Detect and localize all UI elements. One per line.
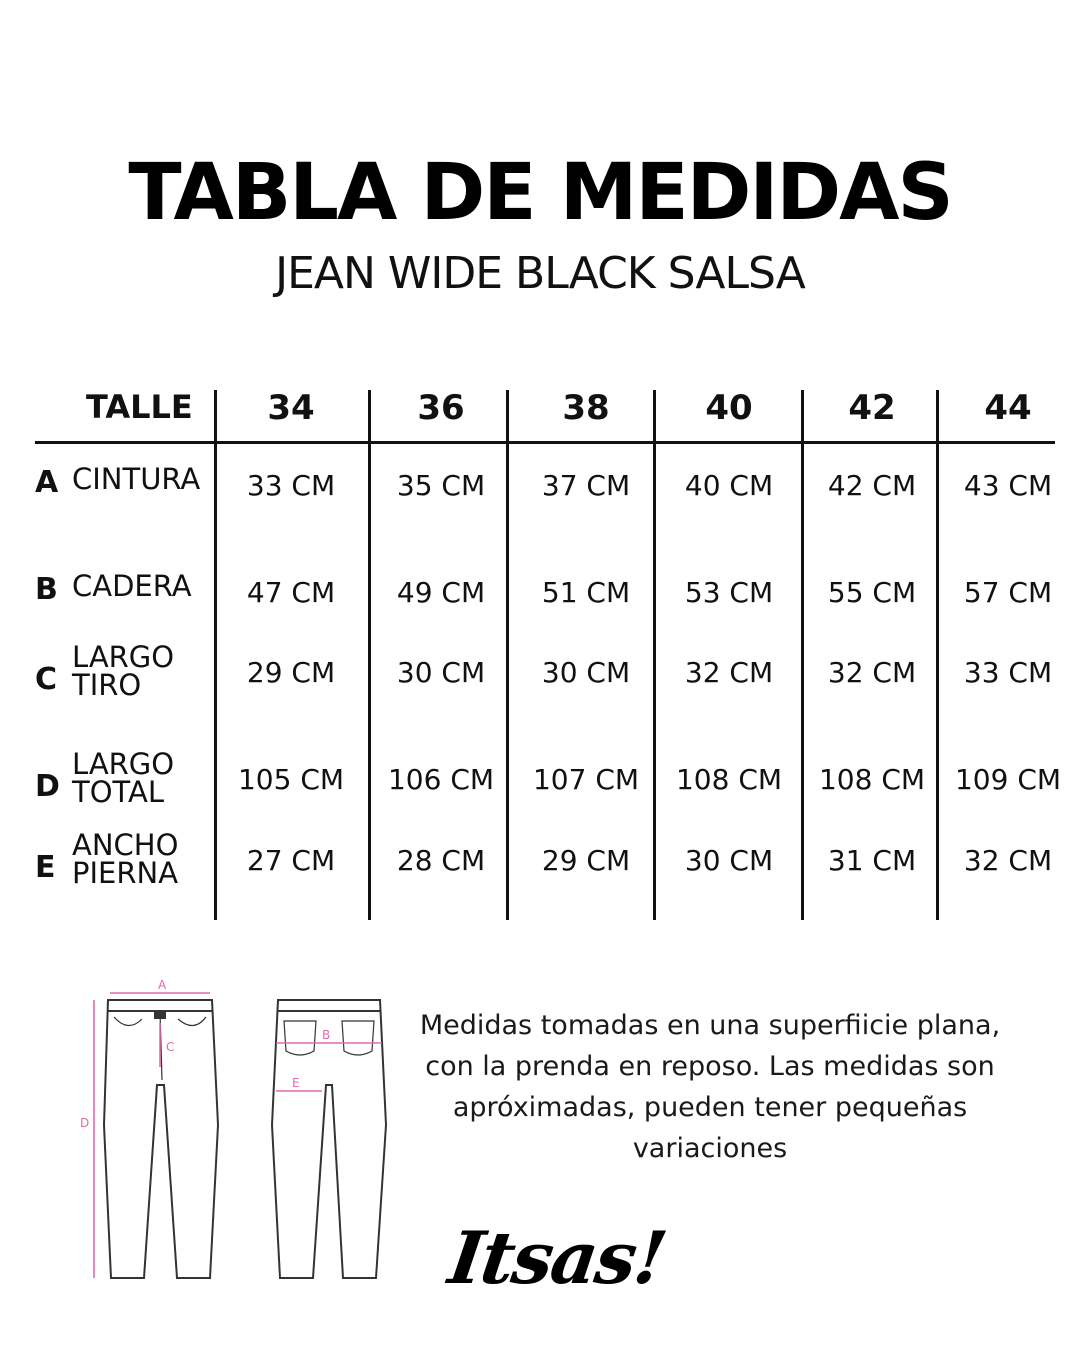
jeans-front-icon [104,1000,218,1278]
label-e: E [292,1076,300,1090]
row-label-line: CADERA [72,569,192,603]
measurement-note: Medidas tomadas en una superfiicie plana, con la prenda en reposo. Las medidas son apróximadas, pueden tener pequeñas variaciones [419,1010,1001,1164]
measurement-cell: 33 CM [246,469,336,502]
measurement-cell: 108 CM [675,763,783,796]
row-label-line: LARGO [72,640,175,674]
row-label-line: LARGO [72,747,175,781]
row-letter: E [35,850,56,885]
measurement-cell: 27 CM [246,844,336,877]
label-b: B [322,1028,331,1042]
measurement-cell: 109 CM [954,763,1062,796]
size-header: 44 [984,388,1032,428]
measurement-cell: 107 CM [532,763,640,796]
measurement-cell: 57 CM [963,576,1053,609]
row-label-line: CINTURA [72,462,201,496]
measurement-cell: 37 CM [541,469,631,502]
measurement-cell: 32 CM [963,844,1053,877]
measurement-cell: 42 CM [827,469,917,502]
size-header: 40 [705,388,753,428]
row-label [72,747,175,810]
row-label [72,462,201,496]
measurement-cell: 47 CM [246,576,336,609]
size-header: 36 [417,388,465,428]
product-name: JEAN WIDE BLACK SALSA [275,248,805,299]
measurement-cell: 30 CM [396,656,486,689]
garment-diagrams [70,975,410,1285]
column-divider [214,390,217,920]
row-letter: A [35,465,59,500]
measurement-cell: 31 CM [827,844,917,877]
measurement-cell: 106 CM [387,763,495,796]
measurement-cell: 49 CM [396,576,486,609]
measurement-cell: 53 CM [684,576,774,609]
measurement-cell: 32 CM [684,656,774,689]
label-a: A [158,978,167,992]
size-column-header: TALLE [86,388,193,426]
size-header: 38 [562,388,610,428]
measurement-cell: 55 CM [827,576,917,609]
size-table [0,380,1080,925]
row-label [72,828,179,891]
row-label-line: TIRO [72,668,142,703]
measurement-cell: 43 CM [963,469,1053,502]
measurement-cell: 105 CM [237,763,345,796]
label-d: D [80,1116,90,1130]
measurement-cell: 35 CM [396,469,486,502]
header-divider [35,441,1055,444]
size-header: 42 [848,388,896,428]
size-header: 34 [267,388,315,428]
measurement-cell: 108 CM [818,763,926,796]
row-label [72,640,175,703]
page-title: TABLA DE MEDIDAS [128,148,952,238]
measurement-cell: 51 CM [541,576,631,609]
brand-signature: Itsas! [444,1215,671,1300]
row-letter: D [35,769,60,804]
measurement-cell: 40 CM [684,469,774,502]
measurement-cell: 28 CM [396,844,486,877]
label-c: C [166,1040,175,1054]
row-letter: C [35,662,58,697]
measurement-cell: 29 CM [246,656,336,689]
row-label [72,569,192,603]
row-letter: B [35,572,58,607]
measurement-cell: 30 CM [684,844,774,877]
measurement-cell: 29 CM [541,844,631,877]
row-label-line: PIERNA [72,856,179,891]
row-label-line: TOTAL [72,775,164,810]
measurement-cell: 32 CM [827,656,917,689]
measurement-cell: 33 CM [963,656,1053,689]
measurement-cell: 30 CM [541,656,631,689]
jeans-measurement-diagram [70,975,410,1285]
row-label-line: ANCHO [72,828,179,862]
